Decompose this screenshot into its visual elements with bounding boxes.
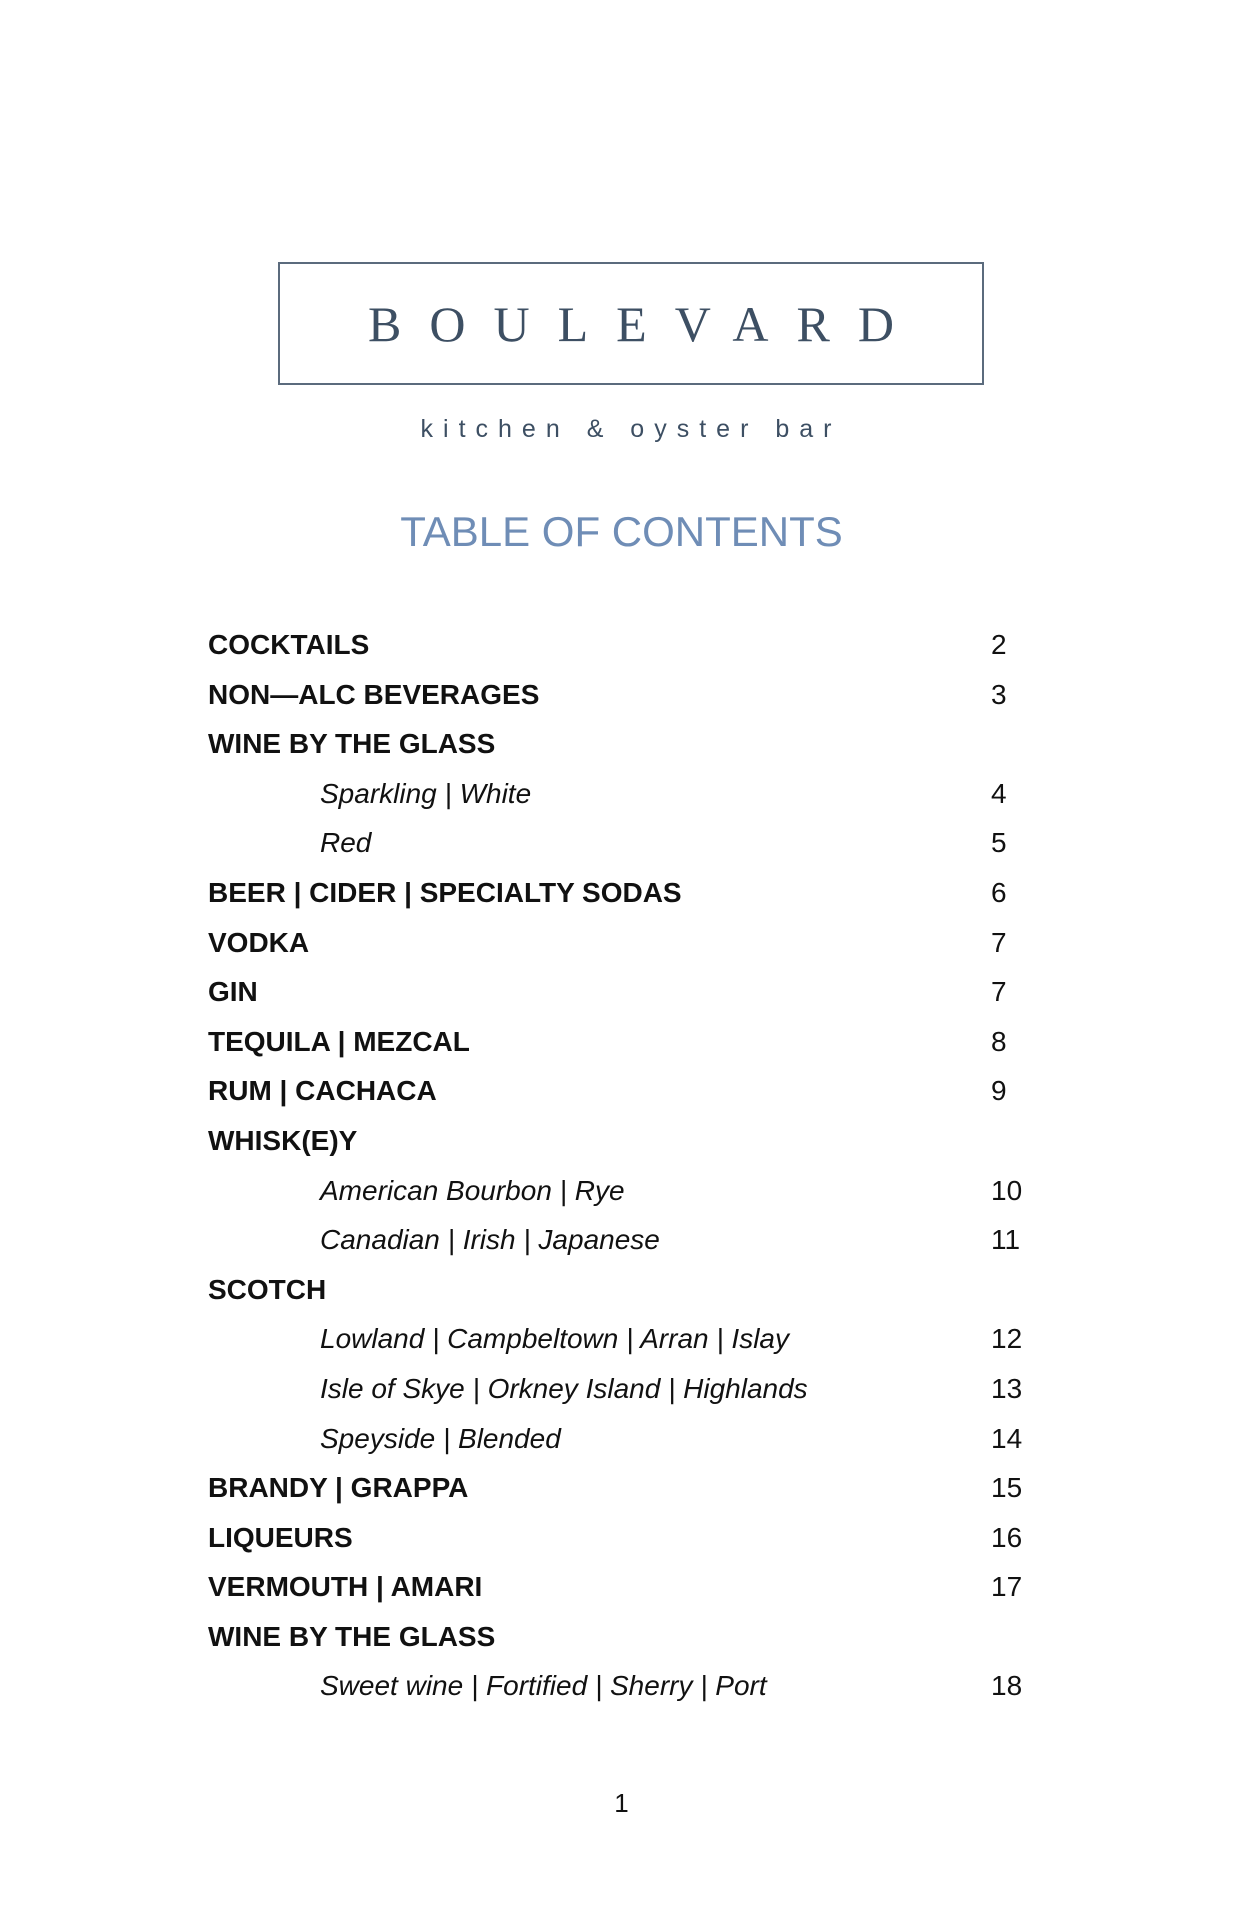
toc-entry-page: 8	[991, 1025, 1007, 1057]
toc-entry-gin[interactable]	[208, 967, 1038, 1017]
toc-entry-label: Canadian | Irish | Japanese	[320, 1224, 660, 1256]
toc-entry-page: 11	[991, 1224, 1021, 1256]
toc-entry-label: RUM | CACHACA	[208, 1075, 437, 1107]
toc-entry-page: 13	[991, 1372, 1023, 1404]
toc-entry-sweet-wine-fortified[interactable]	[208, 1661, 1038, 1711]
toc-section-scotch	[208, 1265, 1038, 1315]
toc-entry-label: SCOTCH	[208, 1273, 327, 1305]
toc-entry-page: 4	[991, 777, 1007, 809]
toc-entry-red[interactable]	[208, 818, 1038, 868]
toc-entry-american-bourbon-rye[interactable]	[208, 1166, 1038, 1216]
logo-tagline: kitchen & oyster bar	[420, 415, 842, 443]
toc-entry-label: GIN	[208, 976, 258, 1008]
toc-entry-cocktails[interactable]	[208, 620, 1038, 670]
toc-entry-label: Lowland | Campbeltown | Arran | Islay	[320, 1323, 789, 1355]
toc-entry-label: VODKA	[208, 926, 310, 958]
toc-entry-label: COCKTAILS	[208, 629, 370, 660]
toc-entry-canadian-irish-japanese[interactable]	[208, 1215, 1038, 1265]
toc-entry-label: Sweet wine | Fortified | Sherry | Port	[320, 1670, 767, 1702]
toc-entry-page: 17	[991, 1571, 1023, 1603]
toc-entry-page: 12	[991, 1323, 1023, 1355]
toc-entry-vermouth-amari[interactable]	[208, 1562, 1038, 1612]
toc-entry-page: 6	[991, 876, 1007, 908]
toc-entry-speyside-blended[interactable]	[208, 1414, 1038, 1464]
toc-section-whiskey	[208, 1116, 1038, 1166]
toc-entry-label: Isle of Skye | Orkney Island | Highlands	[320, 1372, 808, 1404]
toc-entry-non-alc-beverages[interactable]	[208, 670, 1038, 720]
toc-entry-page: 15	[991, 1472, 1023, 1504]
toc-entry-page: 2	[991, 629, 1007, 660]
toc-entry-page: 3	[991, 678, 1007, 710]
toc-entry-label: BEER | CIDER | SPECIALTY SODAS	[208, 876, 682, 908]
toc-entry-skye-orkney-highlands[interactable]	[208, 1364, 1038, 1414]
toc-list	[208, 620, 1038, 1711]
toc-entry-label: BRANDY | GRAPPA	[208, 1472, 469, 1504]
toc-entry-label: NON—ALC BEVERAGES	[208, 678, 540, 710]
toc-entry-lowland-islay[interactable]	[208, 1314, 1038, 1364]
page-number: 1	[614, 1788, 629, 1818]
toc-entry-liqueurs[interactable]	[208, 1513, 1038, 1563]
toc-entry-label: Red	[320, 827, 372, 859]
toc-entry-label: TEQUILA | MEZCAL	[208, 1025, 470, 1057]
toc-section-wine-by-the-glass-2	[208, 1612, 1038, 1662]
toc-entry-page: 10	[991, 1174, 1023, 1206]
toc-entry-label: Sparkling | White	[320, 777, 532, 809]
toc-entry-label: Speyside | Blended	[320, 1422, 561, 1454]
toc-entry-page: 5	[991, 827, 1007, 859]
page-title: TABLE OF CONTENTS	[400, 508, 843, 555]
toc-entry-label: VERMOUTH | AMARI	[208, 1571, 483, 1603]
toc-entry-page: 9	[991, 1075, 1007, 1107]
toc-entry-label: American Bourbon | Rye	[320, 1174, 625, 1206]
toc-entry-label: WHISK(E)Y	[208, 1124, 358, 1156]
toc-entry-label: WINE BY THE GLASS	[208, 728, 496, 760]
logo-name: BOULEVARD	[368, 295, 922, 352]
toc-entry-label: LIQUEURS	[208, 1521, 353, 1553]
toc-entry-page: 7	[991, 926, 1007, 958]
toc-section-wine-by-the-glass	[208, 719, 1038, 769]
logo-box	[278, 262, 984, 385]
toc-entry-label: WINE BY THE GLASS	[208, 1620, 496, 1652]
toc-entry-page: 16	[991, 1521, 1023, 1553]
toc-entry-page: 18	[991, 1670, 1023, 1702]
toc-entry-sparkling-white[interactable]	[208, 769, 1038, 819]
toc-entry-rum-cachaca[interactable]	[208, 1066, 1038, 1116]
toc-entry-tequila-mezcal[interactable]	[208, 1017, 1038, 1067]
toc-entry-page: 14	[991, 1422, 1023, 1454]
toc-entry-beer-cider-sodas[interactable]	[208, 868, 1038, 918]
toc-entry-page: 7	[991, 976, 1007, 1008]
toc-entry-brandy-grappa[interactable]	[208, 1463, 1038, 1513]
toc-entry-vodka[interactable]	[208, 918, 1038, 968]
